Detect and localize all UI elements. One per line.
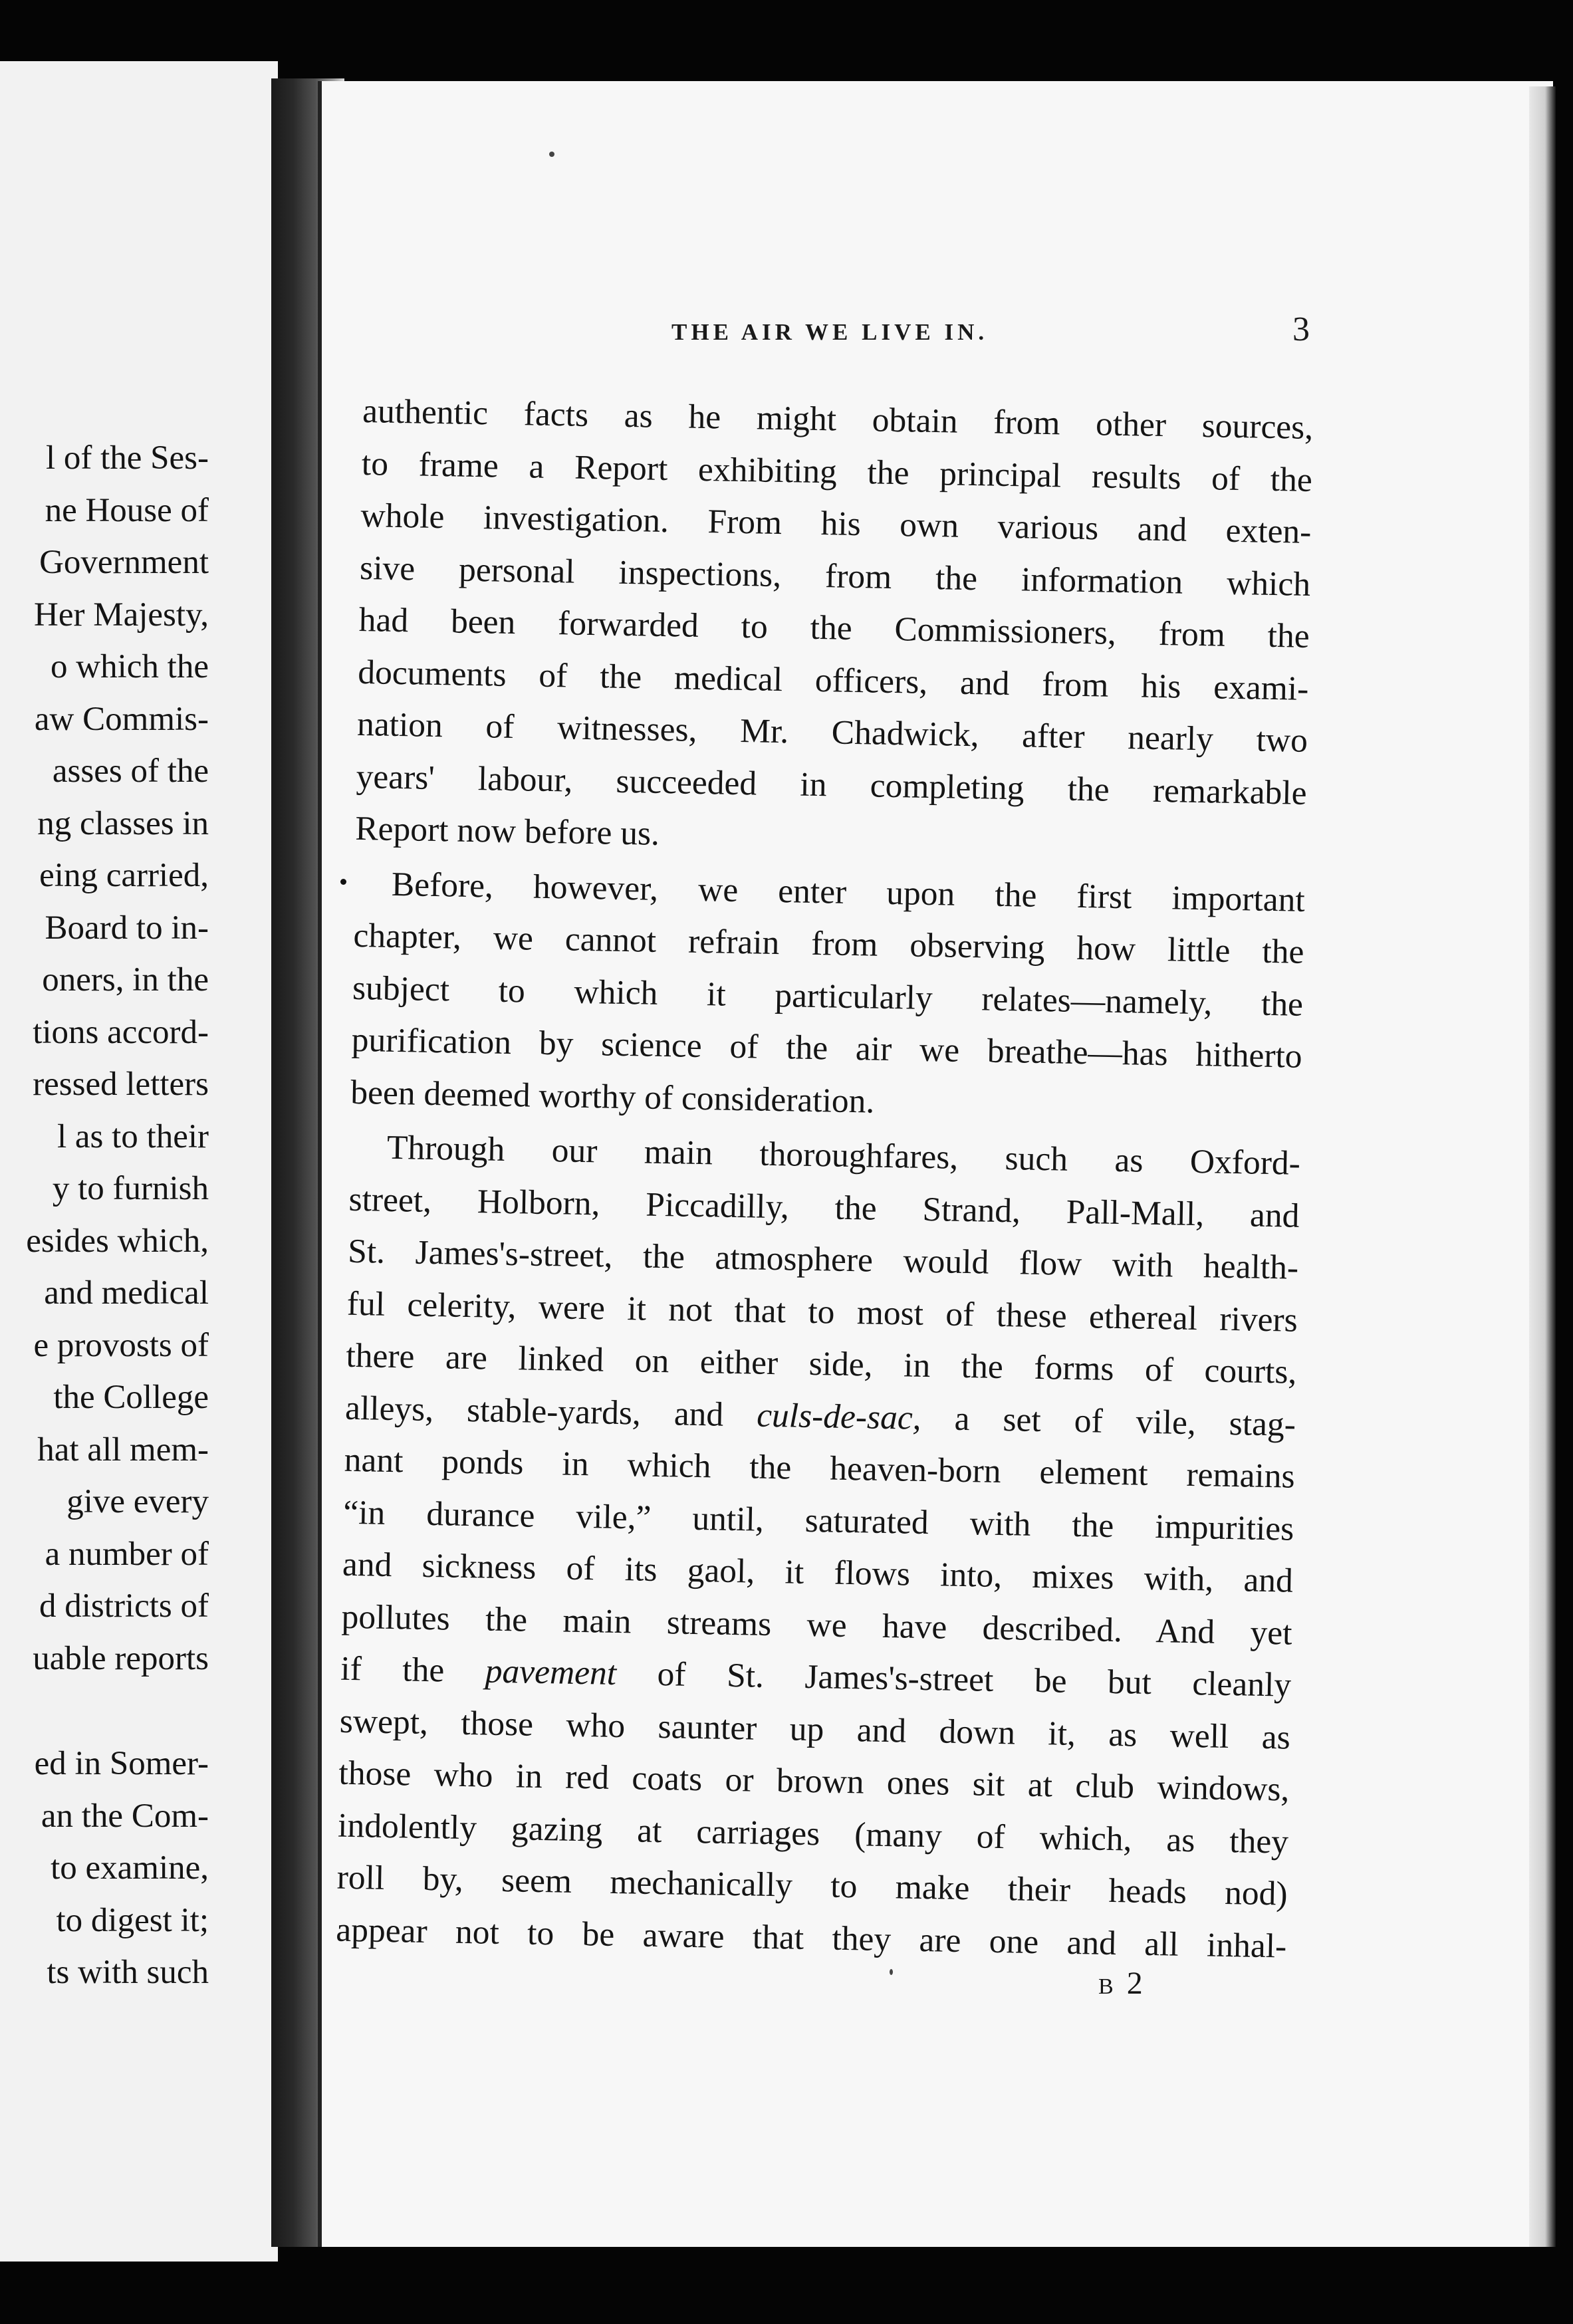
italic-segment: pavement [485,1652,617,1692]
left-page-line: Board to in- [45,909,209,947]
left-facing-page [0,61,278,2262]
text-line: Through our main thoroughfares, such as Oxford- [386,1128,1301,1183]
text-line: Report now before us. [354,809,660,853]
left-page-line: ne House of [45,491,209,529]
left-page-line: to digest it; [56,1901,209,1939]
text-line: Before, however, we enter upon the first important [391,865,1306,919]
left-page-line: give every [66,1483,209,1520]
text-line: there are linked on either side, in the forms of courts, [346,1336,1297,1391]
text-line: had been forwarded to the Commissioners, from the [358,600,1310,655]
text-line: “in durance vile,” until, saturated with the impurities [342,1493,1294,1548]
page-speck [340,879,346,885]
left-page-line: hat all mem- [37,1431,209,1468]
italic-segment: culs-de-sac, [756,1396,922,1437]
left-page-line: d districts of [39,1587,209,1625]
left-page-line: e provosts of [33,1326,209,1364]
left-page-line: oners, in the [42,961,209,998]
text-line: and sickness of its gaol, it flows into, mixes with, and [342,1545,1294,1600]
left-page-line: ed in Somer- [34,1745,209,1782]
left-page-line: a number of [45,1535,209,1573]
left-page-line: uable reports [33,1639,209,1677]
left-page-text [0,432,209,1999]
page-number: 3 [1292,310,1310,348]
text-line: St. James's-street, the atmosphere would flow with health- [347,1232,1299,1287]
body-text [336,386,1314,1973]
left-page-line: to examine, [51,1849,209,1887]
text-segment: if the [340,1649,486,1690]
text-line: chapter, we cannot refrain from observing how little the [353,916,1304,971]
left-page-line: Her Majesty, [34,596,209,634]
page-speck [549,152,554,157]
page-speck [890,1969,893,1975]
text-line: nation of witnesses, Mr. Chadwick, after nearly two [356,705,1308,760]
left-page-line: ng classes in [37,804,209,842]
left-page-line: l as to their [57,1117,209,1155]
text-line: sive personal inspections, from the information which [359,548,1311,604]
text-line: subject to which it particularly relates—namely, the [352,969,1304,1024]
left-page-line: esides which, [26,1222,209,1260]
signature-letter: B [1098,1974,1115,1999]
right-page-edge [1529,86,1556,2247]
text-line: swept, those who saunter up and down it, as well as [339,1702,1291,1757]
text-line: street, Holborn, Piccadilly, the Strand, Pall-Mall, and [348,1180,1300,1235]
text-segment: of St. James's-street be but cleanly [616,1654,1292,1704]
text-segment: alleys, stable-yards, and [344,1389,757,1435]
text-line: those who in red coats or brown ones sit at club windows, [338,1754,1290,1809]
left-page-line: tions accord- [33,1013,209,1051]
text-line: purification by science of the air we breathe—has hitherto [351,1020,1303,1076]
text-line: ful celerity, were it not that to most of these ethereal rivers [346,1284,1298,1339]
text-line: years' labour, succeeded in completing the remarkable [356,757,1308,812]
text-line: documents of the medical officers, and from his exami- [357,653,1309,708]
text-line: whole investigation. From his own various and exten- [360,496,1312,551]
text-segment: a set of vile, stag- [921,1399,1296,1444]
left-page-line: aw Commis- [34,700,209,738]
text-line: appear not to be aware that they are one and all inhal- [335,1911,1287,1966]
left-page-line: and medical [44,1274,209,1312]
signature-number: 2 [1126,1966,1144,2001]
left-page-line [0,1685,209,1738]
text-line: authentic facts as he might obtain from other sources, [362,392,1314,447]
left-page-line: ressed letters [33,1066,209,1103]
left-page-line: the College [53,1379,209,1416]
signature-mark [1098,1965,1144,2002]
text-line: roll by, seem mechanically to make their heads nod) [336,1858,1288,1913]
left-page-line: ts with such [47,1954,209,1991]
left-page-line: asses of the [52,753,209,790]
text-line: pollutes the main streams we have described. And yet [341,1597,1292,1653]
left-page-line: o which the [51,648,209,685]
left-page-line: Government [39,544,209,581]
left-page-line: y to furnish [52,1170,209,1207]
text-line: to frame a Report exhibiting the principal results of the [361,444,1313,499]
text-line: been deemed worthy of consideration. [350,1073,875,1121]
text-line: nant ponds in which the heaven-born element remains [344,1441,1296,1496]
running-head: THE AIR WE LIVE IN. [671,319,989,345]
left-page-line: eing carried, [39,857,209,894]
left-page-line: an the Com- [41,1797,209,1835]
left-page-line: l of the Ses- [45,439,209,477]
text-line: indolently gazing at carriages (many of which, as they [337,1806,1289,1861]
